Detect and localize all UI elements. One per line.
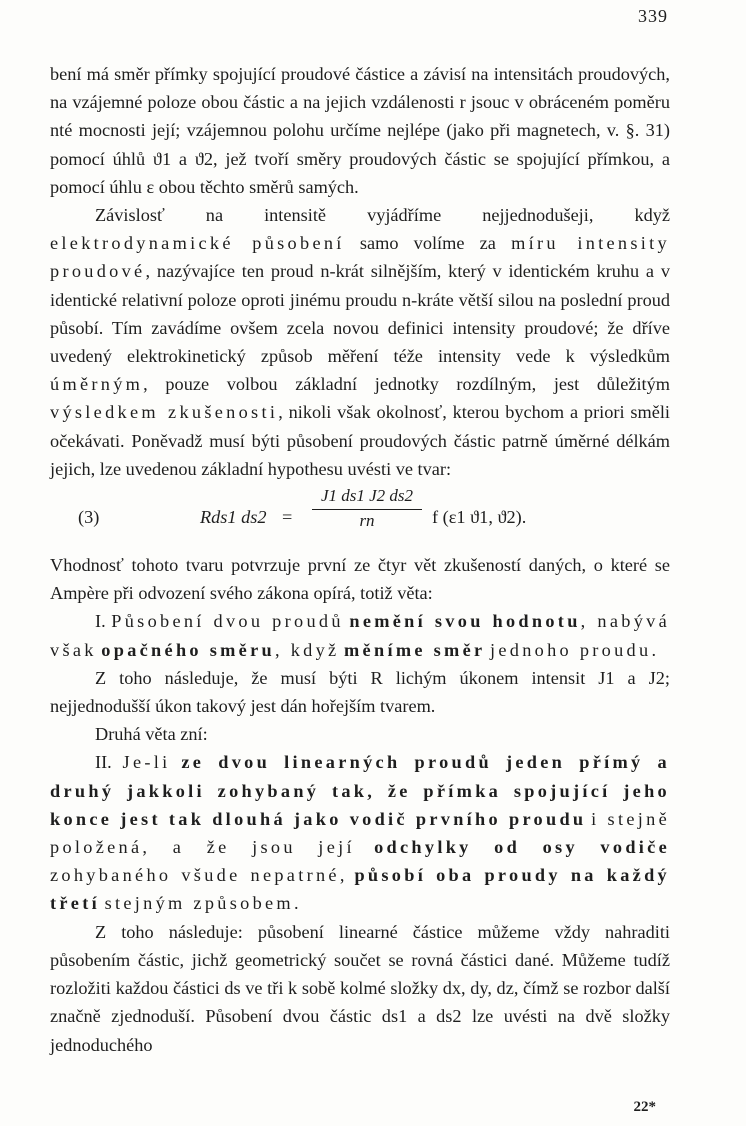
equation-rhs: f (ε1 ϑ1, ϑ2). [432,507,527,528]
law-two: II. Je-li ze dvou linearných proudů jeden přímý a druhý jakkoli zohybaný tak, že přímka spojující jeho konce jest tak dlouhá jako vodič prvního proudu i stejně položená, a že jsou její odchylky od osy vodiče zohybaného všude nepatrné, působí oba proudy na každý třetí stejným způsobem. [50,752,670,914]
fraction-numerator: J1 ds1 J2 ds2 [312,483,422,510]
equation [50,483,670,551]
equation-lhs: Rds1 ds2 [200,507,267,528]
paragraph: bení má směr přímky spojující proudové částice a závisí na intensitách proudových, na vzájemné poloze obou částic a na jejich vzdálenosti r jsouc v obráceném poměru nté mocnosti její; vzájemnou polohu určíme nejlépe (jako při magnetech, v. §. 31) pomocí úhlů ϑ1 a ϑ2, jež tvoří směry proudových částic se spojující přímkou, a pomocí úhlu ε obou těchto směrů samých. [50,64,670,197]
fraction-denominator: rn [359,511,375,531]
equation-equals: = [282,507,293,528]
paragraph: Druhá věta zní: [95,724,208,745]
paragraph: Závislosť na intensitě vyjádříme nejjednodušeji, když elektrodynamické působení samo volíme za míru intensity proudové, nazývajíce ten proud n-krát silnějším, který v identickém kruhu a v identické relativní poloze oproti jinému proudu n-kráte větší silou na poslední proud působí. Tím zavádíme ovšem zcela novou definici intensity proudové; že dříve uvedený elektrokinetický způsob měření téže intensity vede k výsledkům úměrným, pouze volbou základní jednotky rozdílným, jest důležitým výsledkem zkušenosti, nikoli však okolnosť, kterou bychom a priori směli očekávati. Poněvadž musí býti působení proudových částic patrně úměrné délkám jejich, lze uvedenou základní hypothesu uvésti ve tvar: [50,205,670,479]
signature-mark: 22* [633,1099,656,1115]
law-one: I. Působení dvou proudů nemění svou hodnotu, nabývá však opačného směru, když měníme směr jednoho proudu. [50,611,671,660]
body-text [50,60,670,1059]
paragraph: Vhodnosť tohoto tvaru potvrzuje první ze čtyr vět zkušeností daných, o které se Ampère při odvození svého zákona opírá, totiž věta: [50,555,670,604]
equation-number: (3) [78,507,100,528]
equation-fraction [312,483,422,532]
page-number: 339 [638,6,668,26]
paragraph: Z toho následuje: působení linearné částice můžeme vždy nahraditi působením částic, jichž geometrický součet se rovná částici dané. Můžeme tudíž rozložiti každou částici ds ve tři k sobě kolmé složky dx, dy, dz, čímž se rozbor další značně zjednoduší. Působení dvou částic ds1 a ds2 lze uvésti na dvě složky jednoduchého [50,921,670,1055]
paragraph: Z toho následuje, že musí býti R lichým úkonem intensit J1 a J2; nejjednodušší úkon takový jest dán hořejším tvarem. [50,667,670,717]
